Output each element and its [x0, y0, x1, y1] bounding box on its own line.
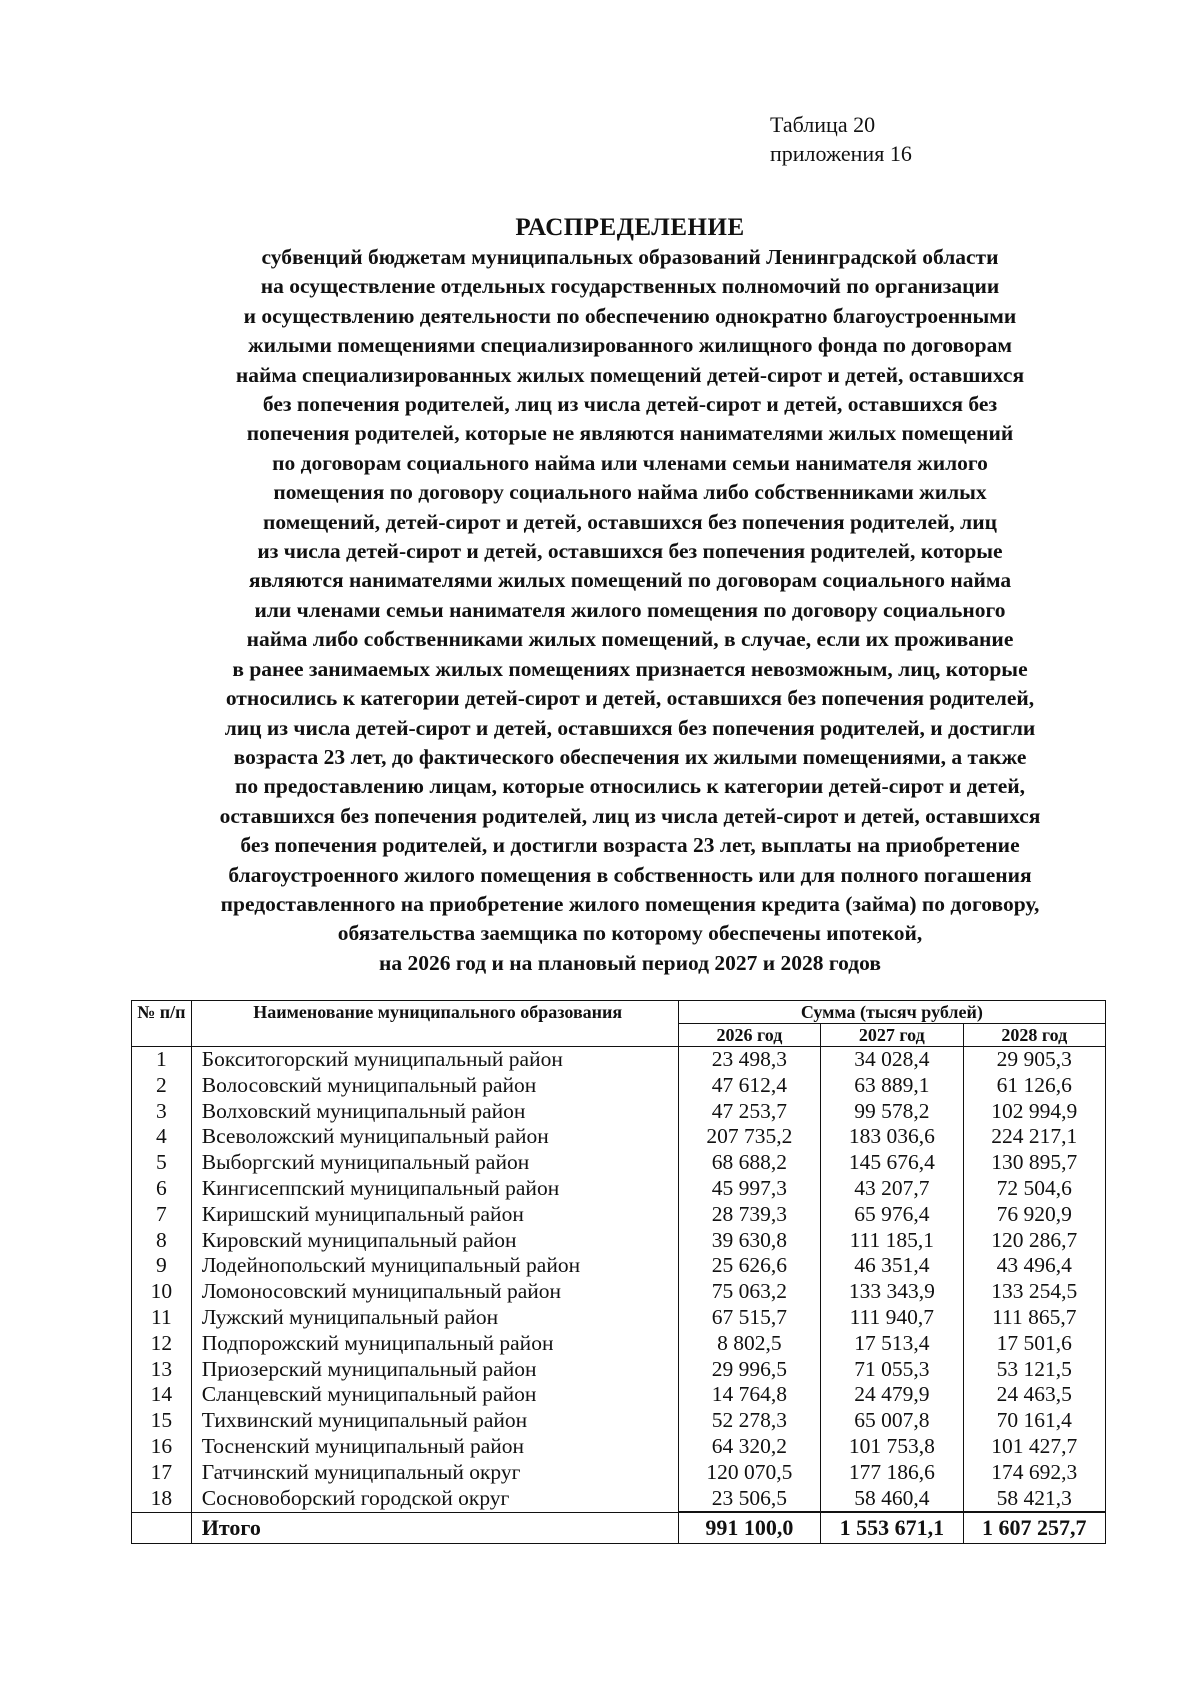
title-line: субвенций бюджетам муниципальных образований Ленинградской области: [261, 245, 999, 269]
amount-2028: 58 421,3: [963, 1486, 1105, 1513]
row-number: 2: [132, 1073, 192, 1099]
amount-2026: 120 070,5: [678, 1460, 820, 1486]
amount-2026: 207 735,2: [678, 1124, 820, 1150]
municipality-name: Приозерский муниципальный район: [191, 1357, 678, 1383]
table-row: [132, 1176, 1106, 1202]
row-number: 11: [132, 1305, 192, 1331]
table-row: [132, 1253, 1106, 1279]
title-line: найма специализированных жилых помещений детей-сирот и детей, оставшихся: [235, 362, 1025, 387]
title-line: на осуществление отдельных государственных полномочий по организации: [260, 274, 1000, 299]
amount-2026: 39 630,8: [678, 1228, 820, 1254]
amount-2026: 68 688,2: [678, 1150, 820, 1176]
header-sum: Сумма (тысяч рублей): [678, 1001, 1105, 1024]
row-number: 9: [132, 1253, 192, 1279]
amount-2028: 224 217,1: [963, 1124, 1105, 1150]
municipality-name: Бокситогорский муниципальный район: [191, 1047, 678, 1073]
amount-2026: 25 626,6: [678, 1253, 820, 1279]
row-number: 16: [132, 1434, 192, 1460]
municipality-name: Всеволожский муниципальный район: [191, 1124, 678, 1150]
row-number: 1: [132, 1047, 192, 1073]
amount-2028: 29 905,3: [963, 1047, 1105, 1073]
title-line: возраста 23 лет, до фактического обеспечения их жилыми помещениями, а также: [233, 744, 1027, 769]
table-reference: [770, 110, 912, 168]
title-line: помещения по договору социального найма либо собственниками жилых: [273, 480, 987, 505]
municipality-name: Лужский муниципальный район: [191, 1305, 678, 1331]
total-number-cell: [132, 1512, 192, 1544]
amount-2028: 101 427,7: [963, 1434, 1105, 1460]
amount-2028: 24 463,5: [963, 1382, 1105, 1408]
row-number: 10: [132, 1279, 192, 1305]
table-row: [132, 1150, 1106, 1176]
amount-2027: 183 036,6: [821, 1124, 963, 1150]
total-row: [132, 1512, 1106, 1544]
title-main: РАСПРЕДЕЛЕНИЕ: [515, 214, 745, 241]
row-number: 12: [132, 1331, 192, 1357]
title-line: благоустроенного жилого помещения в собственность или для полного погашения: [228, 862, 1032, 887]
amount-2026: 64 320,2: [678, 1434, 820, 1460]
amount-2027: 24 479,9: [821, 1382, 963, 1408]
amount-2028: 120 286,7: [963, 1228, 1105, 1254]
municipality-name: Сосновоборский городской округ: [191, 1486, 678, 1513]
amount-2027: 63 889,1: [821, 1073, 963, 1099]
amount-2026: 45 997,3: [678, 1176, 820, 1202]
title-line: обязательства заемщика по которому обеспечены ипотекой,: [337, 921, 923, 946]
amount-2027: 65 007,8: [821, 1408, 963, 1434]
header-municipality: Наименование муниципального образования: [191, 1001, 678, 1047]
header-number: № п/п: [132, 1001, 192, 1047]
header-year-2026: 2026 год: [678, 1024, 820, 1047]
municipality-name: Волосовский муниципальный район: [191, 1073, 678, 1099]
header-year-2027: 2027 год: [821, 1024, 963, 1047]
table-row: [132, 1099, 1106, 1125]
document-title: [0, 212, 1200, 978]
amount-2026: 23 506,5: [678, 1486, 820, 1513]
amount-2028: 174 692,3: [963, 1460, 1105, 1486]
row-number: 3: [132, 1099, 192, 1125]
row-number: 6: [132, 1176, 192, 1202]
amount-2026: 47 253,7: [678, 1099, 820, 1125]
title-line: предоставленного на приобретение жилого помещения кредита (займа) по договору,: [220, 891, 1040, 916]
total-2027: 1 553 671,1: [821, 1512, 963, 1544]
appendix-number: приложения 16: [770, 141, 912, 166]
table-row: [132, 1382, 1106, 1408]
table-row: [132, 1357, 1106, 1383]
amount-2027: 101 753,8: [821, 1434, 963, 1460]
amount-2027: 145 676,4: [821, 1150, 963, 1176]
amount-2028: 111 865,7: [963, 1305, 1105, 1331]
amount-2028: 53 121,5: [963, 1357, 1105, 1383]
amount-2028: 102 994,9: [963, 1099, 1105, 1125]
title-line: оставшихся без попечения родителей, лиц из числа детей-сирот и детей, оставшихся: [219, 803, 1041, 828]
municipality-name: Выборгский муниципальный район: [191, 1150, 678, 1176]
amount-2028: 76 920,9: [963, 1202, 1105, 1228]
table-row: [132, 1228, 1106, 1254]
title-text: [0, 243, 1200, 978]
table-row: [132, 1434, 1106, 1460]
row-number: 4: [132, 1124, 192, 1150]
table-row: [132, 1460, 1106, 1486]
amount-2026: 75 063,2: [678, 1279, 820, 1305]
municipality-name: Киришский муниципальный район: [191, 1202, 678, 1228]
table-row: [132, 1486, 1106, 1513]
municipality-name: Гатчинский муниципальный округ: [191, 1460, 678, 1486]
amount-2027: 65 976,4: [821, 1202, 963, 1228]
amount-2027: 58 460,4: [821, 1486, 963, 1513]
amount-2027: 111 940,7: [821, 1305, 963, 1331]
row-number: 8: [132, 1228, 192, 1254]
row-number: 5: [132, 1150, 192, 1176]
row-number: 15: [132, 1408, 192, 1434]
amount-2027: 46 351,4: [821, 1253, 963, 1279]
row-number: 14: [132, 1382, 192, 1408]
amount-2026: 29 996,5: [678, 1357, 820, 1383]
title-line: помещений, детей-сирот и детей, оставшихся без попечения родителей, лиц: [262, 509, 998, 534]
amount-2026: 23 498,3: [678, 1047, 820, 1073]
title-line: на 2026 год и на плановый период 2027 и 2028 годов: [379, 950, 881, 975]
amount-2027: 111 185,1: [821, 1228, 963, 1254]
row-number: 7: [132, 1202, 192, 1228]
title-line: по предоставлению лицам, которые относились к категории детей-сирот и детей,: [234, 774, 1026, 799]
title-line: без попечения родителей, и достигли возраста 23 лет, выплаты на приобретение: [240, 833, 1020, 858]
amount-2026: 67 515,7: [678, 1305, 820, 1331]
title-line: или членами семьи нанимателя жилого помещения по договору социального: [254, 597, 1006, 622]
municipality-name: Ломоносовский муниципальный район: [191, 1279, 678, 1305]
amount-2027: 71 055,3: [821, 1357, 963, 1383]
municipality-name: Кингисеппский муниципальный район: [191, 1176, 678, 1202]
row-number: 13: [132, 1357, 192, 1383]
title-line: являются нанимателями жилых помещений по договорам социального найма: [248, 568, 1012, 593]
municipality-name: Тосненский муниципальный район: [191, 1434, 678, 1460]
table-row: [132, 1305, 1106, 1331]
amount-2026: 8 802,5: [678, 1331, 820, 1357]
municipality-name: Лодейнопольский муниципальный район: [191, 1253, 678, 1279]
amount-2026: 28 739,3: [678, 1202, 820, 1228]
row-number: 17: [132, 1460, 192, 1486]
table-row: [132, 1124, 1106, 1150]
amount-2027: 34 028,4: [821, 1047, 963, 1073]
row-number: 18: [132, 1486, 192, 1513]
municipality-name: Сланцевский муниципальный район: [191, 1382, 678, 1408]
amount-2028: 130 895,7: [963, 1150, 1105, 1176]
title-line: без попечения родителей, лиц из числа детей-сирот и детей, оставшихся без: [262, 392, 998, 417]
distribution-table: [131, 1000, 1106, 1544]
municipality-name: Кировский муниципальный район: [191, 1228, 678, 1254]
table-row: [132, 1047, 1106, 1073]
table-row: [132, 1331, 1106, 1357]
amount-2028: 72 504,6: [963, 1176, 1105, 1202]
amount-2027: 43 207,7: [821, 1176, 963, 1202]
title-line: жилыми помещениями специализированного жилищного фонда по договорам: [248, 333, 1012, 358]
table-row: [132, 1073, 1106, 1099]
amount-2026: 52 278,3: [678, 1408, 820, 1434]
amount-2028: 133 254,5: [963, 1279, 1105, 1305]
title-line: лиц из числа детей-сирот и детей, оставшихся без попечения родителей, и достигли: [224, 715, 1036, 740]
total-label: Итого: [191, 1512, 678, 1544]
amount-2028: 70 161,4: [963, 1408, 1105, 1434]
title-line: найма либо собственниками жилых помещений, в случае, если их проживание: [246, 627, 1014, 652]
total-2026: 991 100,0: [678, 1512, 820, 1544]
table-number: Таблица 20: [770, 112, 876, 137]
title-line: в ранее занимаемых жилых помещениях признается невозможным, лиц, которые: [232, 656, 1028, 681]
title-line: из числа детей-сирот и детей, оставшихся без попечения родителей, которые: [257, 539, 1003, 564]
amount-2028: 17 501,6: [963, 1331, 1105, 1357]
amount-2026: 47 612,4: [678, 1073, 820, 1099]
table-row: [132, 1408, 1106, 1434]
title-line: по договорам социального найма или членами семьи нанимателя жилого: [272, 450, 988, 475]
municipality-name: Подпорожский муниципальный район: [191, 1331, 678, 1357]
amount-2027: 17 513,4: [821, 1331, 963, 1357]
table-row: [132, 1279, 1106, 1305]
amount-2027: 99 578,2: [821, 1099, 963, 1125]
municipality-name: Волховский муниципальный район: [191, 1099, 678, 1125]
total-2028: 1 607 257,7: [963, 1512, 1105, 1544]
title-line: относились к категории детей-сирот и детей, оставшихся без попечения родителей,: [225, 686, 1035, 711]
amount-2028: 43 496,4: [963, 1253, 1105, 1279]
amount-2027: 133 343,9: [821, 1279, 963, 1305]
amount-2026: 14 764,8: [678, 1382, 820, 1408]
header-year-2028: 2028 год: [963, 1024, 1105, 1047]
municipality-name: Тихвинский муниципальный район: [191, 1408, 678, 1434]
title-line: и осуществлению деятельности по обеспечению однократно благоустроенными: [243, 303, 1017, 328]
amount-2028: 61 126,6: [963, 1073, 1105, 1099]
table-row: [132, 1202, 1106, 1228]
amount-2027: 177 186,6: [821, 1460, 963, 1486]
title-line: попечения родителей, которые не являются нанимателями жилых помещений: [246, 421, 1014, 446]
